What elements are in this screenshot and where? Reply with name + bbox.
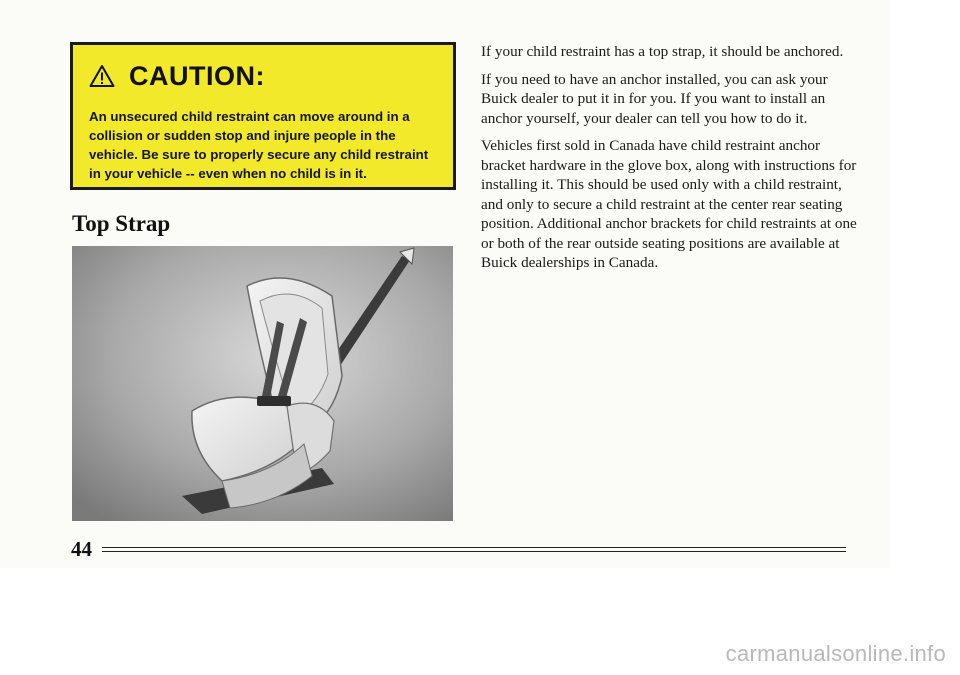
paragraph: If you need to have an anchor installed, you can ask your Buick dealer to put it in for you. If you want to install an anchor yourself, your dealer can tell you how to do it.	[481, 70, 828, 127]
child-seat-illustration	[72, 246, 453, 521]
caution-header	[89, 55, 439, 97]
caution-box	[70, 42, 456, 190]
caution-title: CAUTION:	[129, 60, 265, 91]
section-heading: Top Strap	[72, 211, 171, 236]
footer-rule	[102, 547, 846, 552]
body-text-column	[481, 42, 861, 281]
page-number: 44	[71, 537, 92, 561]
warning-triangle-icon	[89, 64, 115, 88]
paragraph: Vehicles first sold in Canada have child restraint anchor bracket hardware in the glove box, along with instructions for installing it. This should be used only with a child restraint, and only to secure a child restraint at the center rear seating position. Additional anchor brackets for child restraints at one or both of the rear outside seating positions are available at Buick dealerships in Canada.	[481, 137, 857, 271]
child-seat-drawing	[72, 246, 453, 521]
paragraph: If your child restraint has a top strap, it should be anchored.	[481, 43, 844, 60]
watermark: carmanualsonline.info	[725, 641, 946, 666]
caution-text: An unsecured child restraint can move around in a collision or sudden stop and injure people in the vehicle. Be sure to properly secure any child restraint in your vehicle -- even when no child is in it.	[89, 109, 429, 181]
